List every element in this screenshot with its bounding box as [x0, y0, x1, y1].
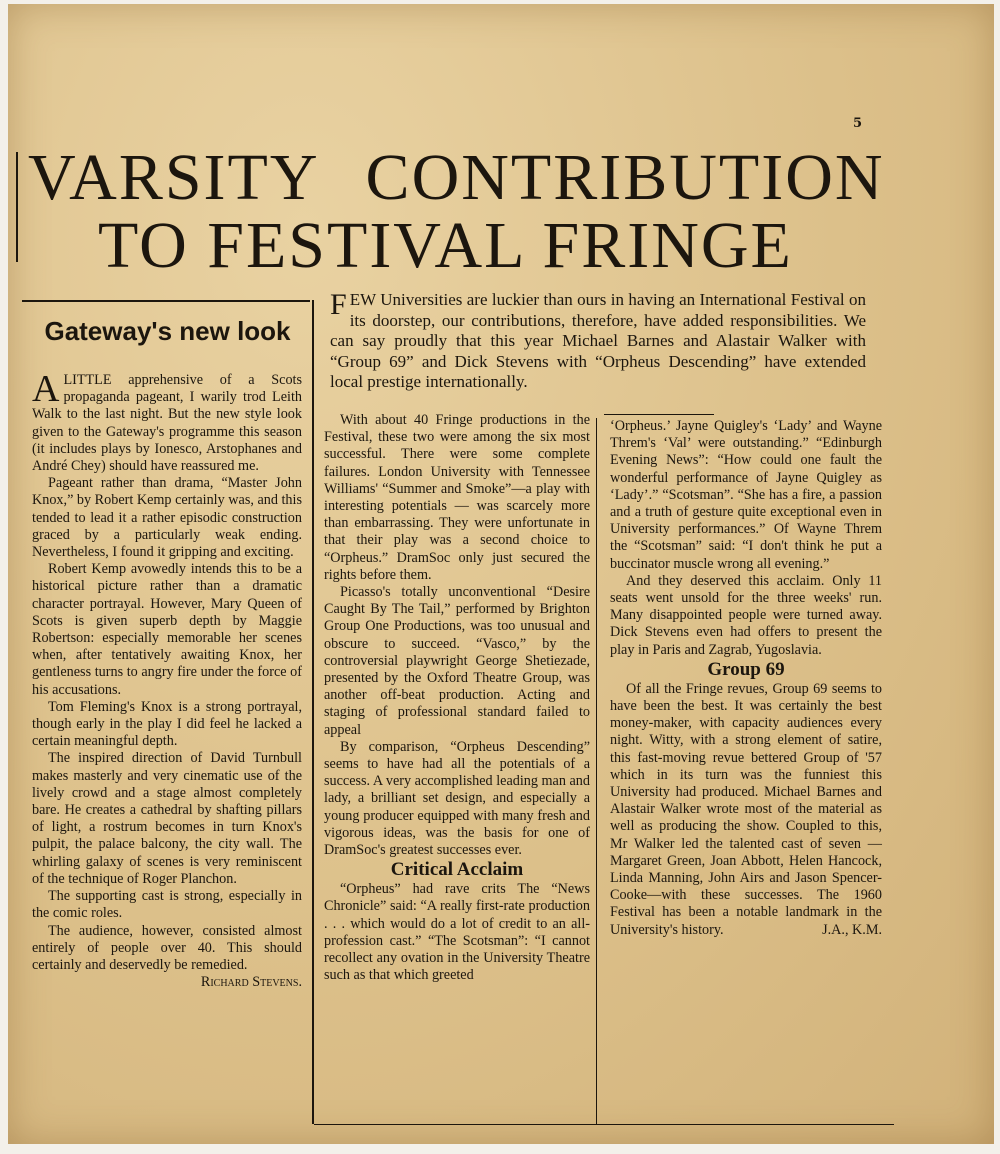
headline-line-2: TO FESTIVAL FRINGE	[98, 209, 793, 282]
article-column-2	[610, 418, 882, 939]
sidebar-paragraph: Robert Kemp avowedly intends this to be a historical picture rather than a dramatic character portrayal. However, Mary Queen of Scots is given superb depth by Maggie Robertson: especially memorable her scenes when, after tentatively awaiting Knox, her gentleness turns to angry fire under the force of his accusations.	[32, 561, 302, 698]
sidebar-paragraph: The inspired direction of David Turnbull makes masterly and very cinematic use of the lively crowd and a stage almost completely bare. He creates a cathedral by shafting pillars of light, a rostrum becomes in turn Knox's pulpit, the palace balcony, the city wall. The whirling galaxy of scenes is very reminiscent of the technique of Roger Planchon.	[32, 750, 302, 887]
newspaper-clipping	[8, 4, 994, 1144]
sidebar-paragraph: The audience, however, consisted almost entirely of people over 40. This should certainly and deservedly be remedied.	[32, 922, 302, 973]
sidebar-byline: Richard Stevens.	[200, 974, 302, 991]
page-number: 5	[853, 116, 863, 131]
sidebar-paragraph: The supporting cast is strong, especially in the comic roles.	[32, 888, 302, 922]
article-signature: J.A., K.M.	[822, 921, 882, 938]
sidebar-right-rule	[312, 300, 314, 1124]
article-bottom-rule	[314, 1124, 894, 1125]
intro-text: EW Universities are luckier than ours in having an International Festival on its doorstep, our contributions, therefore, have added responsibilities. We can say proudly that this year Michael Barnes and Alastair Walker with “Group 69” and Dick Stevens with “Orpheus Descending” have extended local prestige internationally.	[330, 290, 866, 391]
sidebar-dropcap: A	[32, 368, 60, 410]
article-paragraph: Picasso's totally unconventional “Desire Caught By The Tail,” performed by Brighton Group One Productions, was too unusual and obscure to succeed. “Vasco,” by the controversial playwright George Shetiezade, presented by the Oxford Theatre Group, was another off-beat production. Acting and staging of professional standard failed to appeal	[324, 584, 590, 738]
sidebar-paragraph: Pageant rather than drama, “Master John Knox,” by Robert Kemp certainly was, and this tended to lead it a rather episodic construction graced by a particularly weak ending. Nevertheless, I found it gripping and exciting.	[32, 475, 302, 561]
critical-acclaim-heading: Critical Acclaim	[390, 859, 524, 881]
article-intro	[330, 290, 866, 393]
article-paragraph: ‘Orpheus.’ Jayne Quigley's ‘Lady’ and Wayne Threm's ‘Val’ were outstanding.” “Edinburgh Evening News”: “How could one fault the wonderful performance of Jayne Quigley as ‘Lady’.” “Scotsman”. “She has a fire, a passion and a truth of gesture quite exceptional even in University performances.” Of Wayne Threm the “Scotsman” said: “I don't think he put a buccinator muscle wrong all evening.”	[610, 418, 882, 572]
sidebar-title: Gateway's new look	[44, 316, 291, 346]
sidebar-top-rule	[22, 300, 310, 302]
article-paragraph: “Orpheus” had rave crits The “News Chronicle” said: “A really first-rate production . . . which would do a lot of credit to an all-profession cast.” “The Scotsman”: “I cannot recollect any ovation in the University Theatre such as that which greeted	[324, 881, 590, 984]
article-paragraph: By comparison, “Orpheus Descending” seems to have had all the potentials of a success. A very accomplished leading man and lady, a brilliant set design, and especially a young producer equipped with many fresh and vigorous ideas, was the basis for one of DramSoc's greatest successes ever.	[324, 738, 590, 859]
column-divider-top	[604, 414, 714, 415]
intro-initial: F	[330, 288, 347, 321]
group-69-heading: Group 69	[707, 658, 785, 680]
article-column-1	[324, 412, 590, 985]
article-paragraph: Of all the Fringe revues, Group 69 seems to have been the best. It was certainly the best money-maker, with capacity audiences every night. Witty, with a strong element of satire, this fast-moving revue bettered Group of '57 which in its turn was the funniest this University had produced. Michael Barnes and Alastair Walker wrote most of the material as well as producing the show. Coupled to this, Mr Walker led the talented cast of seven — Margaret Green, Joan Abbott, Helen Hancock, Linda Manning, John Airs and Jason Spencer-Cooke—with these successes. The 1960 Festival has been a notable landmark in the University's history. J.A., K.M.	[610, 680, 882, 938]
article-paragraph: With about 40 Fringe productions in the Festival, these two were among the six most successful. There were some complete failures. London University with Tennessee Williams' “Summer and Smoke”—a play with interesting potentials — was scarcely more than embarrassing. They were unfortunate in that their play was a second choice to “Orpheus.” DramSoc only just secured the rights before them.	[324, 412, 590, 583]
article-paragraph: And they deserved this acclaim. Only 11 seats went unsold for the three weeks' run. Many disappointed people were turned away. Dick Stevens even had offers to present the play in Paris and Zagrab, Yugoslavia.	[610, 572, 882, 658]
sidebar-column	[32, 368, 302, 991]
headline	[26, 141, 896, 282]
sidebar-paragraph: ALITTLE apprehensive of a Scots propaganda pageant, I warily trod Leith Walk to the last night. But the new style look given to the Gateway's programme this season (it includes plays by Ionesco, Arstophanes and André Chey) should have reassured me.	[32, 368, 302, 475]
headline-left-rule	[16, 152, 18, 262]
sidebar-paragraph: Tom Fleming's Knox is a strong portrayal, though early in the play I did feel he lacked a certain meaningful depth.	[32, 698, 302, 750]
column-divider	[596, 418, 597, 1124]
headline-line-1: VARSITY CONTRIBUTION	[28, 141, 885, 214]
